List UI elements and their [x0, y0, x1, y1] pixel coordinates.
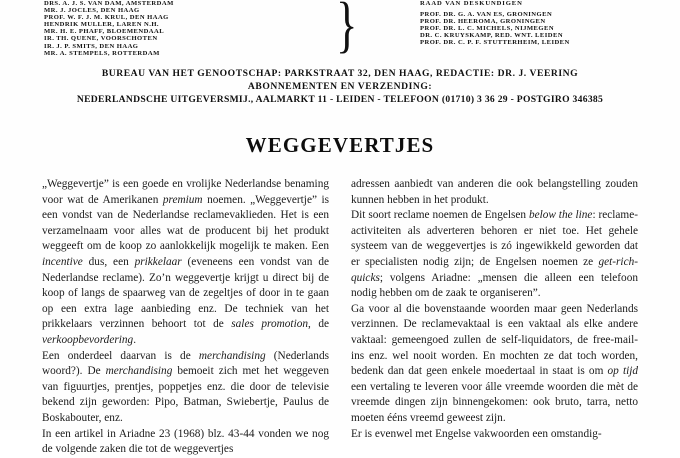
paragraph: In een artikel in Ariadne 23 (1968) blz. 43-44 vonden we nog de volgende zaken die tot de weggevertjes — [42, 427, 329, 456]
board-member: IR. J. P. SMITS, DEN HAAG — [44, 42, 139, 50]
board-member: DRS. A. J. S. VAN DAM, AMSTERDAM — [44, 0, 174, 7]
board-member: PROF. DR. HEEROMA, GRONINGEN — [420, 18, 546, 26]
board-columns — [0, 0, 680, 57]
article-body — [0, 177, 680, 458]
subscriptions-heading: ABONNEMENTEN EN VERZENDING: — [247, 81, 433, 92]
board-member: IR. TH. QUENE, VOORSCHOTEN — [44, 35, 158, 43]
board-member: MR. H. E. PHAFF, BLOEMENDAAL — [44, 28, 165, 36]
board-list-left — [0, 0, 340, 57]
board-member: MR. A. STEMPELS, ROTTERDAM — [44, 49, 160, 57]
paragraph: Een onderdeel daarvan is de merchandising (Nederlands woord?). De merchandising bemoeit zich met het weggeven van figuurtjes, prentjes, poppetjes enz. die door de televisie bekend zijn geworden: Pipo, Batman, Swiebertje, Paulus de Boskabouter, enz. — [42, 349, 329, 424]
board-member: HENDRIK MULLER, LAREN N.H. — [44, 21, 160, 29]
brace-ornament: } — [336, 0, 358, 59]
board-member: DR. C. KRUYSKAMP, RED. WNT. LEIDEN — [420, 32, 564, 40]
advisory-board-heading: RAAD VAN DESKUNDIGEN — [420, 0, 523, 7]
paragraph: Dit soort reclame noemen de Engelsen below the line: reclame-activiteiten als adverteren behoren er niet toe. Het gehele systeem van de weggevertjes is zó ingewikkeld geworden dat er specialisten nodig zijn; de Engelsen noemen ze get-rich-quicks; volgens Ariadne: „mensen die alleen een telefoon nodig hebben om de zaak te organiseren”. — [351, 209, 638, 300]
paragraph: „Weggevertje” is een goede en vrolijke Nederlandse benaming voor wat de Amerikanen premium noemen. „Weggevertje” is een vondst van de Nederlandse reclamevaklieden. Het is een verzamelnaam voor alles wat de producent bij het produkt weggeeft om de koop zo aanlokkelijk mogelijk te maken. Een incentive dus, een prikkelaar (eveneens een vondst van de Nederlandse reclame). Zo’n weggevertje krijgt u direct bij de koop of langs de spaarweg van de zegeltjes of door in te gaan op een extra lage aanbieding enz. De techniek van het prikkelaars verzinnen behoort tot de sales promotion, de verkoopbevordering. — [42, 178, 329, 346]
board-member: PROF. DR. L. C. MICHELS, NIJMEGEN — [420, 25, 555, 33]
board-list-right — [340, 0, 680, 47]
paragraph: Er is evenwel met Engelse vakwoorden een omstandig- — [351, 427, 602, 440]
board-member: PROF. W. F. J. M. KRUL, DEN HAAG — [44, 14, 169, 22]
imprint-block — [0, 67, 680, 106]
paragraph: adressen aanbiedt van anderen die ook belangstelling zouden kunnen hebben in het produkt. — [351, 178, 638, 206]
paragraph: Ga voor al die bovenstaande woorden maar geen Nederlands verzinnen. De reclamevaktaal is een vaktaal als elke andere vaktaal: gemeengoed zullen de self-liquidators, de free-mail-ins enz. wel nooit worden. En mochten ze dat toch worden, bedenk dan dat geen enkele moedertaal in staat is om op tijd een vertaling te leveren voor álle vreemde woorden die mèt de vreemde dingen zijn binnengekomen: ook bruto, tarra, netto moeten ééns vreemd geweest zijn. — [351, 302, 639, 424]
page-title: WEGGEVERTJES — [245, 133, 435, 157]
publisher-contact-line: NEDERLANDSCHE UITGEVERSMIJ., AALMARKT 11 - LEIDEN - TELEFOON (01710) 3 36 29 - POSTGIRO 346385 — [76, 94, 604, 105]
column-left — [42, 177, 329, 458]
board-member: MR. J. JOCLES, DEN HAAG — [44, 7, 140, 15]
column-right — [351, 177, 638, 458]
board-member: PROF. DR. G. A. VAN ES, GRONINGEN — [420, 11, 553, 19]
bureau-address-line: BUREAU VAN HET GENOOTSCHAP: PARKSTRAAT 32, DEN HAAG, REDACTIE: DR. J. VEERING — [101, 68, 579, 79]
masthead — [0, 0, 680, 59]
board-member: PROF. DR. C. P. F. STUTTERHEIM, LEIDEN — [420, 39, 570, 47]
